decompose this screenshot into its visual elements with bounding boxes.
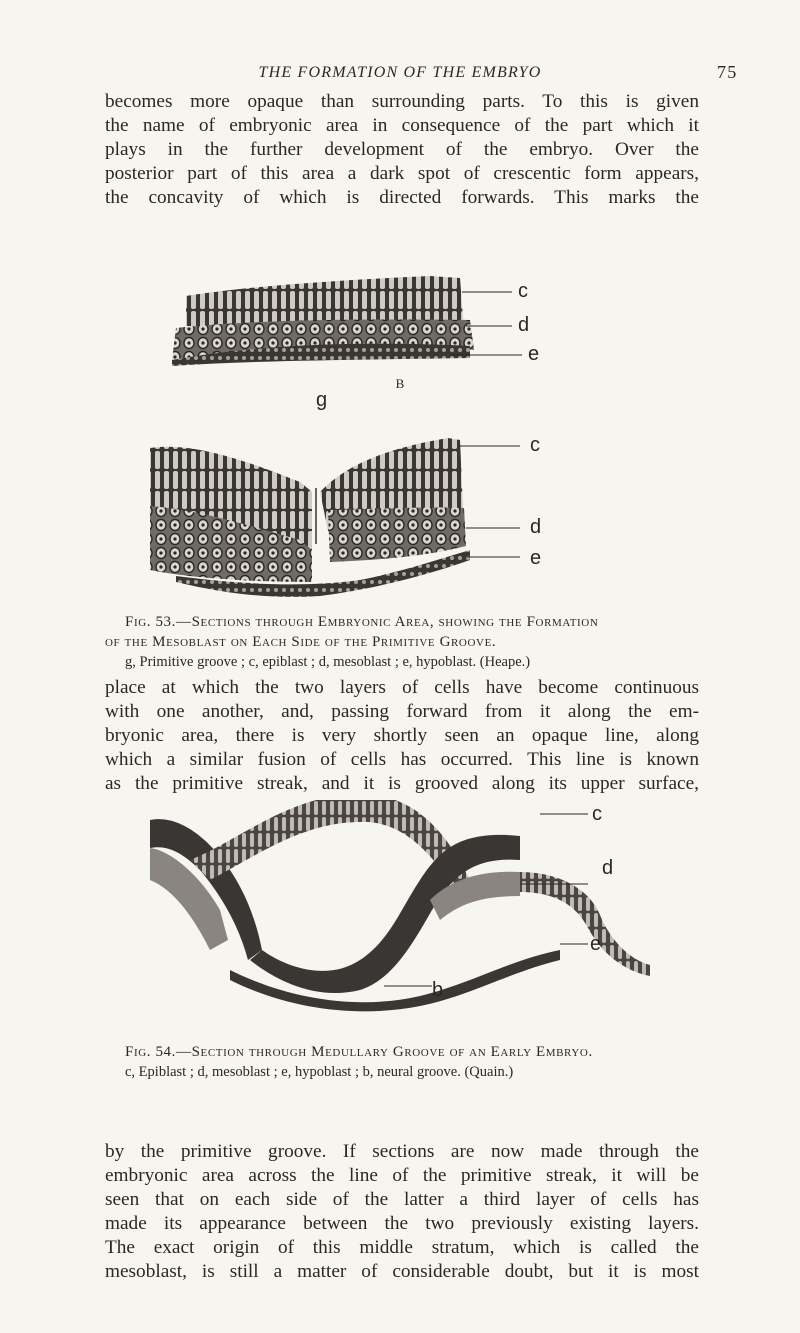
panel-b-section	[150, 438, 520, 597]
text-line: place at which the two layers of cells have become continuous	[105, 677, 699, 698]
medullary-groove-section	[150, 800, 650, 1011]
text-line: with one another, and, passing forward from it along the em-	[105, 701, 699, 722]
running-title: THE FORMATION OF THE EMBRYO	[258, 64, 542, 81]
figure-54	[0, 800, 800, 1020]
text-line: becomes more opaque than surrounding parts. To this is given	[105, 91, 699, 112]
panel-b-label: B	[395, 376, 405, 391]
text-line: as the primitive streak, and it is grooved along its upper surface,	[105, 773, 699, 794]
label-d-54: d	[602, 857, 614, 879]
label-c-a: c	[518, 280, 528, 302]
text-line: made its appearance between the two previously existing layers.	[105, 1213, 699, 1234]
text-line: mesoblast, is still a matter of considerable doubt, but it is most	[105, 1261, 699, 1282]
text-line: the concavity of which is directed forwards. This marks the	[105, 187, 699, 208]
text-line: The exact origin of this middle stratum, which is called the	[105, 1237, 699, 1258]
caption-legend: c, Epiblast ; d, mesoblast ; e, hypoblast ; b, neural groove. (Quain.)	[125, 1064, 514, 1080]
paragraph-1	[105, 90, 699, 210]
text-line: plays in the further development of the embryo. Over the	[105, 139, 699, 160]
caption-title: Fig. 53.—Sections through Embryonic Area, showing the Formation	[125, 614, 599, 630]
label-e-a: e	[528, 343, 540, 365]
label-e-b: e	[530, 547, 542, 569]
caption-title: Fig. 54.—Section through Medullary Groove of an Early Embryo.	[125, 1044, 593, 1060]
figure-53-caption	[105, 612, 699, 672]
text-line: the name of embryonic area in consequence of the part which it	[105, 115, 699, 136]
figure-54-caption	[105, 1042, 699, 1082]
label-d-a: d	[518, 314, 530, 336]
label-d-b: d	[530, 516, 542, 538]
page-number: 75	[717, 62, 738, 82]
figure-54-illustration	[0, 800, 800, 1020]
text-line: by the primitive groove. If sections are now made through the	[105, 1141, 699, 1162]
label-e-54: e	[590, 933, 602, 955]
paragraph-2	[105, 676, 699, 796]
paragraph-3	[105, 1140, 699, 1284]
figure-53-illustration	[0, 210, 800, 610]
label-c-54: c	[592, 803, 602, 825]
panel-a-section	[172, 276, 522, 366]
label-c-b: c	[530, 434, 540, 456]
caption-title: of the Mesoblast on Each Side of the Primitive Groove.	[105, 634, 497, 650]
text-line: bryonic area, there is very shortly seen an opaque line, along	[105, 725, 699, 746]
text-line: which a similar fusion of cells has occurred. This line is known	[105, 749, 699, 770]
label-b-54: b	[432, 979, 444, 1001]
text-line: embryonic area across the line of the primitive streak, it will be	[105, 1165, 699, 1186]
text-line: seen that on each side of the latter a third layer of cells has	[105, 1189, 699, 1210]
text-line: posterior part of this area a dark spot of crescentic form appears,	[105, 163, 699, 184]
caption-legend: g, Primitive groove ; c, epiblast ; d, mesoblast ; e, hypoblast. (Heape.)	[125, 654, 531, 670]
label-g: g	[316, 389, 328, 411]
figure-53	[0, 210, 800, 610]
